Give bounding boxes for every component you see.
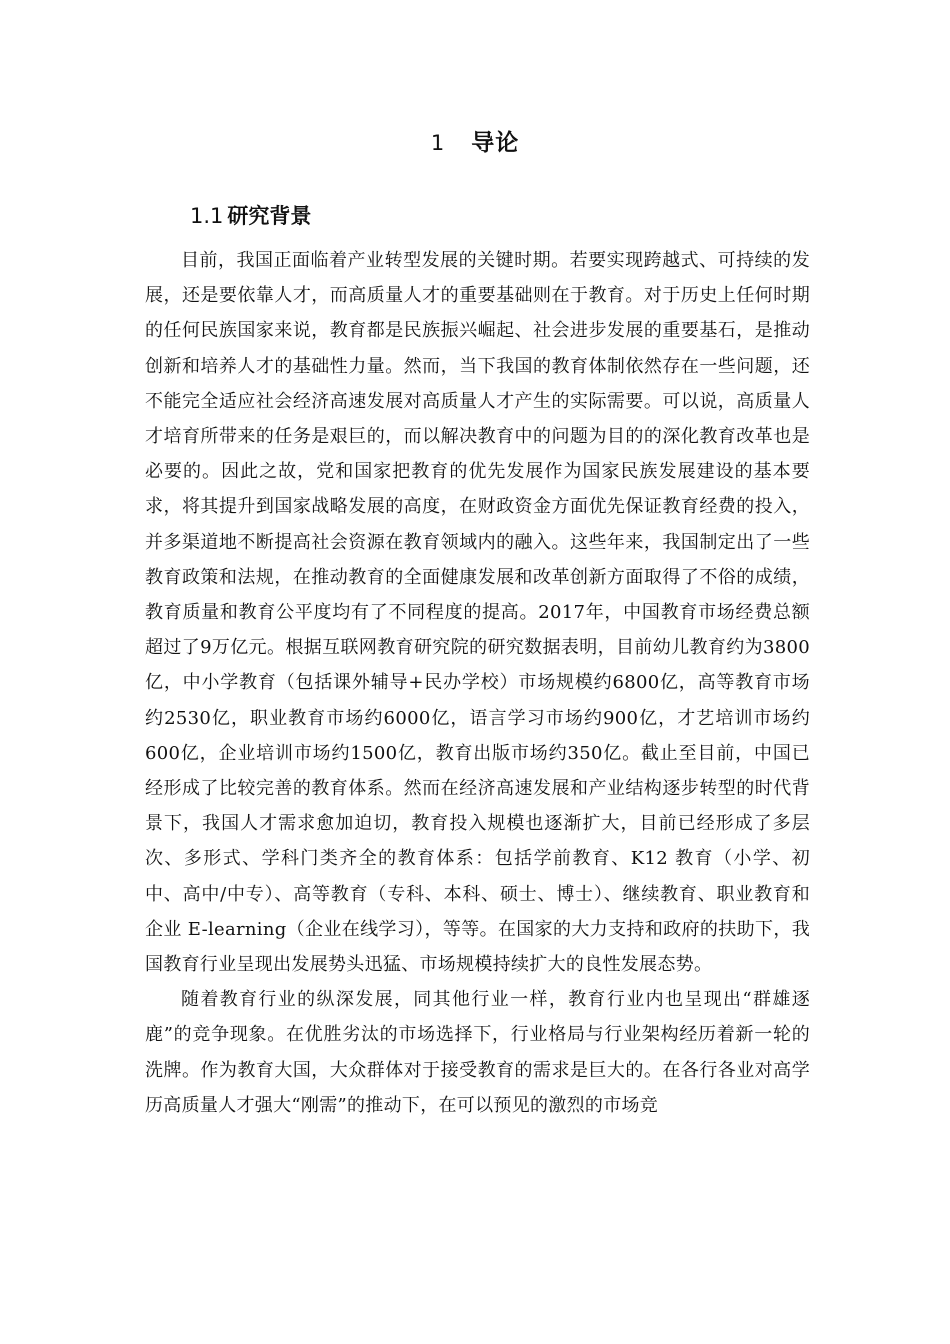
chapter-number: 1 <box>430 131 446 155</box>
chapter-title <box>0 124 950 157</box>
chapter-title-text: 导论 <box>471 130 520 156</box>
paragraph: 目前，我国正面临着产业转型发展的关键时期。若要实现跨越式、可持续的发展，还是要依靠人才，而高质量人才的重要基础则在于教育。对于历史上任何时期的任何民族国家来说，教育都是民族振兴崛起、社会进步发展的重要基石，是推动创新和培养人才的基础性力量。然而，当下我国的教育体制依然存在一些问题，还不能完全适应社会经济高速发展对高质量人才产生的实际需要。可以说，高质量人才培育所带来的任务是艰巨的，而以解决教育中的问题为目的的深化教育改革也是必要的。因此之故，党和国家把教育的优先发展作为国家民族发展建设的基本要求，将其提升到国家战略发展的高度，在财政资金方面优先保证教育经费的投入，并多渠道地不断提高社会资源在教育领域内的融入。这些年来，我国制定出了一些教育政策和法规，在推动教育的全面健康发展和改革创新方面取得了不俗的成绩，教育质量和教育公平度均有了不同程度的提高。2017年，中国教育市场经费总额超过了9万亿元。根据互联网教育研究院的研究数据表明，目前幼儿教育约为3800亿，中小学教育（包括课外辅导+民办学校）市场规模约6800亿，高等教育市场约2530亿，职业教育市场约6000亿，语言学习市场约900亿，才艺培训市场约600亿，企业培训市场约1500亿，教育出版市场约350亿。截止至目前，中国已经形成了比较完善的教育体系。然而在经济高速发展和产业结构逐步转型的时代背景下，我国人才需求愈加迫切，教育投入规模也逐渐扩大，目前已经形成了多层次、多形式、学科门类齐全的教育体系：包括学前教育、K12 教育（小学、初中、高中/中专）、高等教育（专科、本科、硕士、博士）、继续教育、职业教育和企业 E-learning（企业在线学习），等等。在国家的大力支持和政府的扶助下，我国教育行业呈现出发展势头迅猛、市场规模持续扩大的良性发展态势。 <box>145 250 810 976</box>
section-title <box>190 200 311 230</box>
section-number: 1.1 <box>190 204 224 228</box>
paragraph: 随着教育行业的纵深发展，同其他行业一样，教育行业内也呈现出“群雄逐鹿”的竞争现象。在优胜劣汰的市场选择下，行业格局与行业架构经历着新一轮的洗牌。作为教育大国，大众群体对于接受教育的需求是巨大的。在各行各业对高学历高质量人才强大“刚需”的推动下，在可以预见的激烈的市场竞 <box>145 989 810 1116</box>
body-text <box>145 243 810 1123</box>
section-title-text: 研究背景 <box>227 204 312 228</box>
